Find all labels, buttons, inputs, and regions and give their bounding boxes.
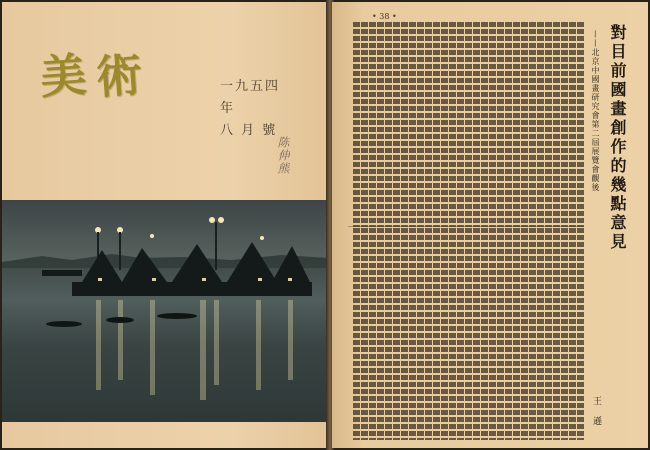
night-harbor-illustration (2, 200, 328, 422)
cover-illustration (2, 200, 328, 422)
article-page (332, 2, 648, 448)
issue-month: 八 月 號 (220, 123, 278, 138)
article-author: 王 遜 (591, 396, 601, 429)
artist-signature: 陈伸熊 (276, 136, 290, 175)
issue-year: 一九五四年 (220, 79, 281, 116)
issue-date (220, 76, 294, 142)
masthead-char-2: 術 (94, 47, 145, 105)
article-body-bottom (348, 228, 584, 440)
article-title: 對目前國畫創作的幾點意見 (608, 24, 627, 252)
masthead-char-1: 美 (38, 47, 89, 105)
column-divider (348, 226, 584, 227)
article-subtitle: ——北京中國畫研究會第二屆展覽會觀後 (591, 30, 600, 192)
page-number: • 38 • (372, 12, 397, 21)
masthead (38, 40, 145, 106)
article-body-top (348, 22, 584, 227)
cover-page (2, 2, 328, 448)
